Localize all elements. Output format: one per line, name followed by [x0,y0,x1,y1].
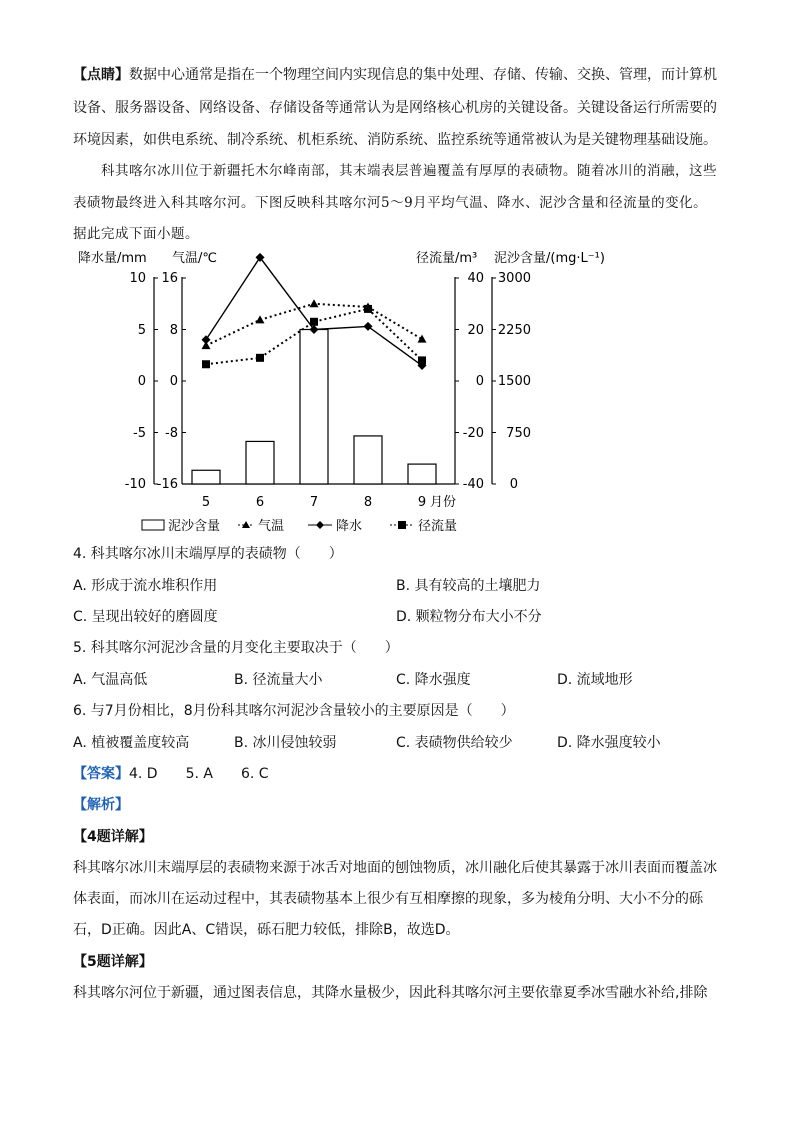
detail4-tag: 【4题详解】 [73,829,153,845]
legend-temp: 气温 [258,519,285,534]
runoff-point [310,318,318,326]
passage-line3: 据此完成下面小题。 [73,226,199,242]
sediment-tick-0: 3000 [497,271,531,286]
runoff-tick-3: -20 [462,426,484,441]
answer-line [73,764,269,784]
sediment-tick-1: 2250 [497,323,531,338]
q5-stem: 5. 科其喀尔河泥沙含量的月变化主要取决于（ ） [73,640,399,656]
precip-point [202,335,211,344]
q6-stem: 6. 与7月份相比，8月份科其喀尔河泥沙含量较小的主要原因是（ ） [73,703,515,719]
temp-tick-1: 8 [169,323,178,338]
q4-option-c: C. 呈现出较好的磨圆度 [73,609,218,625]
dianjing-text1: 数据中心通常是指在一个物理空间内实现信息的集中处理、存储、传输、交换、管理，而计算机 [129,67,717,83]
precip-tick-2: 0 [137,374,146,389]
q6-option-b: B. 冰川侵蚀较弱 [234,735,337,751]
precip-tick-4: -10 [124,477,146,492]
q4-stem: 4. 科其喀尔冰川末端厚厚的表碛物（ ） [73,546,343,562]
detail4-line3: 石，D正确。因此A、C错误，砾石肥力较低，排除B，故选D。 [73,922,460,938]
sediment-axis-title: 泥沙含量/(mg·L⁻¹) [494,251,605,266]
x-suffix: 月份 [430,495,457,510]
sediment-bar [408,464,436,484]
dianjing-line1 [73,65,717,85]
precip-tick-0: 10 [129,271,146,286]
runoff-tick-4: -40 [462,477,484,492]
legend-diamond-icon [316,521,324,529]
q5-option-d: D. 流域地形 [557,672,633,688]
sediment-tick-3: 750 [506,426,531,441]
q5-option-b: B. 径流量大小 [234,672,323,688]
temp-point [418,335,427,343]
passage-line2: 表碛物最终进入科其喀尔河。下图反映科其喀尔河5～9月平均气温、降水、泥沙含量和径流量的变化。 [73,195,708,211]
x-label-6: 6 [255,495,265,510]
dianjing-line3: 环境因素，如供电系统、制冷系统、机柜系统、消防系统、监控系统等通常被认为是关键物理基础设施。 [73,132,717,148]
legend-sediment: 泥沙含量 [168,519,221,534]
temp-point [310,299,319,307]
precip-tick-1: 5 [137,323,146,338]
temp-tick-4: -16 [156,477,178,492]
sediment-bar [354,436,382,484]
dianjing-line2: 设备、服务器设备、网络设备、存储设备等通常认为是网络核心机房的关键设备。关键设备运行所需要的 [73,100,717,116]
sediment-tick-2: 1500 [497,374,531,389]
q6-option-a: A. 植被覆盖度较高 [73,735,190,751]
dianjing-tag: 【点睛】 [73,67,129,83]
runoff-tick-1: 20 [467,323,484,338]
analysis-tag: 【解析】 [73,797,129,813]
x-label-9: 9 [417,495,427,510]
q4-option-d: D. 颗粒物分布大小不分 [396,609,542,625]
runoff-tick-0: 40 [467,271,484,286]
runoff-tick-2: 0 [475,374,484,389]
detail4-line1: 科其喀尔冰川末端厚层的表碛物来源于冰舌对地面的刨蚀物质，冰川融化后使其暴露于冰川表面而覆盖冰 [73,860,717,876]
answer-text: 4. D 5. A 6. C [129,766,269,782]
q6-option-d: D. 降水强度较小 [557,735,661,751]
sediment-bar [192,470,220,484]
sediment-tick-4: 0 [509,477,518,492]
detail4-line2: 体表面，而冰川在运动过程中，其表碛物基本上很少有互相摩擦的现象，多为棱角分明、大小不分的砾 [73,891,703,907]
analysis-line [73,795,129,815]
legend-bar-swatch [142,520,164,530]
temp-tick-0: 16 [161,271,178,286]
runoff-point [202,360,210,368]
passage-line1: 科其喀尔冰川位于新疆托木尔峰南部，其末端表层普遍覆盖有厚厚的表碛物。随着冰川的消融，这些 [101,163,717,179]
precip-axis-title: 降水量/mm [78,251,147,266]
q4-option-b: B. 具有较高的土壤肥力 [396,578,541,594]
legend-square-icon [398,521,406,529]
temp-tick-3: -8 [165,426,178,441]
legend-precip: 降水 [336,519,363,534]
precip-tick-3: -5 [133,426,146,441]
runoff-point [364,305,372,313]
precip-point [364,322,373,331]
legend-runoff: 径流量 [418,519,458,534]
q5-option-c: C. 降水强度 [396,672,471,688]
runoff-axis-title: 径流量/m³ [416,251,478,266]
runoff-point [256,354,264,362]
temp-axis-title: 气温/℃ [172,251,217,266]
climate-chart [70,242,650,537]
temp-point [256,315,265,323]
x-label-8: 8 [363,495,373,510]
x-label-5: 5 [201,495,211,510]
detail5-line1: 科其喀尔河位于新疆，通过图表信息，其降水量极少，因此科其喀尔河主要依靠夏季冰雪融水补给,排除 [73,985,708,1001]
x-label-7: 7 [309,495,319,510]
sediment-bar [300,330,328,485]
detail5-tag: 【5题详解】 [73,954,153,970]
sediment-bar [246,441,274,484]
q5-option-a: A. 气温高低 [73,672,148,688]
temp-tick-2: 0 [169,374,178,389]
q4-option-a: A. 形成于流水堆积作用 [73,578,218,594]
runoff-point [418,356,426,364]
answer-tag: 【答案】 [73,766,129,782]
q6-option-c: C. 表碛物供给较少 [396,735,513,751]
